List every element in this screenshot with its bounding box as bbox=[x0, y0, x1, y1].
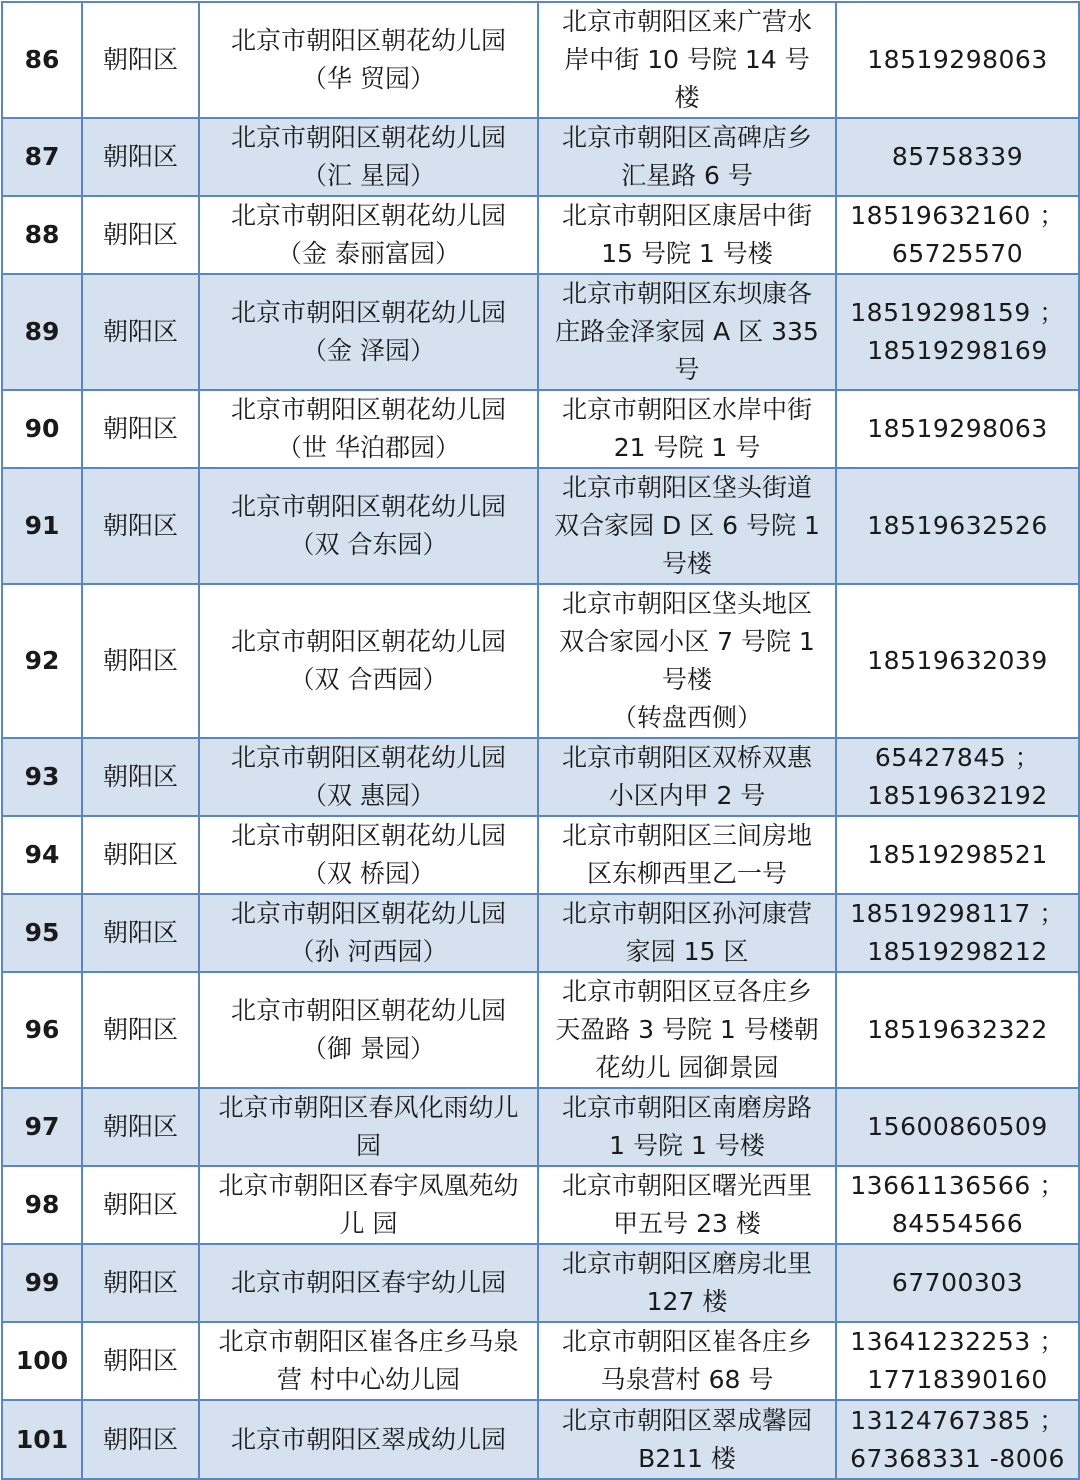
phone-line: 18519298212 bbox=[867, 937, 1048, 966]
phone-cell bbox=[836, 118, 1079, 196]
kindergarten-name-cell bbox=[199, 972, 538, 1088]
row-number: 91 bbox=[2, 468, 82, 584]
row-number: 87 bbox=[2, 118, 82, 196]
row-number: 89 bbox=[2, 274, 82, 390]
address-line: 庄路金泽家园 A 区 335 bbox=[555, 317, 819, 346]
address-line: 北京市朝阳区曙光西里 bbox=[561, 1171, 812, 1200]
name-line: （金 泽园） bbox=[302, 336, 435, 365]
district-cell: 朝阳区 bbox=[82, 2, 199, 118]
address-cell bbox=[538, 894, 836, 972]
district-cell: 朝阳区 bbox=[82, 816, 199, 894]
district-cell: 朝阳区 bbox=[82, 390, 199, 468]
address-line: 岸中街 10 号院 14 号 bbox=[564, 45, 810, 74]
address-line: 北京市朝阳区磨房北里 bbox=[561, 1249, 812, 1278]
address-line: 21 号院 1 号 bbox=[613, 433, 761, 462]
address-line: 北京市朝阳区南磨房路 bbox=[561, 1093, 812, 1122]
address-line: 127 楼 bbox=[646, 1287, 728, 1316]
name-line: 北京市朝阳区朝花幼儿园 bbox=[230, 996, 506, 1025]
phone-cell bbox=[836, 390, 1079, 468]
kindergarten-name-cell bbox=[199, 196, 538, 274]
phone-line: 18519298169 bbox=[867, 336, 1048, 365]
phone-cell bbox=[836, 1400, 1079, 1479]
address-line: 15 号院 1 号楼 bbox=[601, 239, 773, 268]
phone-line: 18519298117 ； bbox=[850, 899, 1065, 928]
kindergarten-name-cell bbox=[199, 390, 538, 468]
address-line: 北京市朝阳区康居中街 bbox=[561, 201, 812, 230]
phone-cell bbox=[836, 1166, 1079, 1244]
kindergarten-table bbox=[1, 1, 1080, 1480]
phone-cell bbox=[836, 1088, 1079, 1166]
kindergarten-name-cell bbox=[199, 894, 538, 972]
address-cell bbox=[538, 468, 836, 584]
name-line: （孙 河西园） bbox=[289, 937, 448, 966]
address-line: 北京市朝阳区高碑店乡 bbox=[561, 123, 812, 152]
table-row bbox=[2, 584, 1079, 738]
phone-cell bbox=[836, 816, 1079, 894]
name-line: 北京市朝阳区朝花幼儿园 bbox=[230, 627, 506, 656]
district-cell: 朝阳区 bbox=[82, 894, 199, 972]
address-line: 楼 bbox=[674, 83, 700, 112]
address-cell bbox=[538, 196, 836, 274]
address-line: 北京市朝阳区水岸中街 bbox=[561, 395, 812, 424]
name-line: 北京市朝阳区朝花幼儿园 bbox=[230, 899, 506, 928]
address-line: 号楼 bbox=[661, 665, 712, 694]
address-line: 北京市朝阳区三间房地 bbox=[561, 821, 812, 850]
district-cell: 朝阳区 bbox=[82, 584, 199, 738]
name-line: 北京市朝阳区朝花幼儿园 bbox=[230, 743, 506, 772]
kindergarten-name-cell bbox=[199, 738, 538, 816]
district-cell: 朝阳区 bbox=[82, 1244, 199, 1322]
name-line: （华 贸园） bbox=[302, 64, 435, 93]
district-cell: 朝阳区 bbox=[82, 274, 199, 390]
row-number: 93 bbox=[2, 738, 82, 816]
address-cell bbox=[538, 1322, 836, 1400]
table-row bbox=[2, 1088, 1079, 1166]
address-line: 天盈路 3 号院 1 号楼朝 bbox=[555, 1015, 819, 1044]
address-cell bbox=[538, 274, 836, 390]
district-cell: 朝阳区 bbox=[82, 738, 199, 816]
row-number: 95 bbox=[2, 894, 82, 972]
kindergarten-name-cell bbox=[199, 1166, 538, 1244]
address-cell bbox=[538, 2, 836, 118]
table-row bbox=[2, 196, 1079, 274]
kindergarten-name-cell bbox=[199, 118, 538, 196]
name-line: （双 合西园） bbox=[289, 665, 448, 694]
name-line: 北京市朝阳区朝花幼儿园 bbox=[230, 298, 506, 327]
name-line: 北京市朝阳区崔各庄乡马泉 bbox=[218, 1327, 519, 1356]
phone-line: 18519632160 ； bbox=[850, 201, 1065, 230]
kindergarten-name-cell bbox=[199, 584, 538, 738]
address-cell bbox=[538, 816, 836, 894]
address-line: 北京市朝阳区崔各庄乡 bbox=[561, 1327, 812, 1356]
table-row bbox=[2, 390, 1079, 468]
kindergarten-name-cell bbox=[199, 1322, 538, 1400]
name-line: 儿 园 bbox=[339, 1209, 398, 1238]
address-line: 马泉营村 68 号 bbox=[600, 1365, 774, 1394]
phone-line: 67368331 -8006 bbox=[850, 1443, 1065, 1473]
address-line: 北京市朝阳区东坝康各 bbox=[561, 279, 812, 308]
name-line: 北京市朝阳区朝花幼儿园 bbox=[230, 395, 506, 424]
row-number: 97 bbox=[2, 1088, 82, 1166]
name-line: 北京市朝阳区朝花幼儿园 bbox=[230, 201, 506, 230]
name-line: （御 景园） bbox=[302, 1034, 435, 1063]
phone-line: 67700303 bbox=[891, 1268, 1024, 1297]
address-line: 家园 15 区 bbox=[625, 937, 749, 966]
name-line: （双 惠园） bbox=[302, 781, 435, 810]
name-line: 营 村中心幼儿园 bbox=[277, 1365, 460, 1394]
phone-cell bbox=[836, 972, 1079, 1088]
phone-line: 65725570 bbox=[891, 239, 1024, 268]
name-line: 北京市朝阳区春风化雨幼儿 bbox=[218, 1093, 519, 1122]
address-line: 花幼儿 园御景园 bbox=[595, 1053, 779, 1082]
address-line: 汇星路 6 号 bbox=[621, 161, 753, 190]
address-cell bbox=[538, 1088, 836, 1166]
name-line: （金 泰丽富园） bbox=[277, 239, 460, 268]
phone-line: 18519632322 bbox=[867, 1015, 1048, 1044]
table-row bbox=[2, 972, 1079, 1088]
address-line: 北京市朝阳区垡头地区 bbox=[561, 589, 812, 618]
address-line: 双合家园小区 7 号院 1 bbox=[559, 627, 815, 656]
table-row bbox=[2, 894, 1079, 972]
address-line: 甲五号 23 楼 bbox=[613, 1209, 761, 1238]
address-line: 双合家园 D 区 6 号院 1 bbox=[554, 511, 820, 540]
phone-line: 13124767385 ； bbox=[850, 1405, 1065, 1435]
name-line: 北京市朝阳区朝花幼儿园 bbox=[230, 26, 506, 55]
phone-cell bbox=[836, 894, 1079, 972]
kindergarten-name-cell bbox=[199, 468, 538, 584]
name-line: （双 桥园） bbox=[302, 859, 435, 888]
district-cell: 朝阳区 bbox=[82, 1322, 199, 1400]
name-line: 北京市朝阳区朝花幼儿园 bbox=[230, 492, 506, 521]
phone-line: 18519298521 bbox=[867, 840, 1048, 869]
table-row bbox=[2, 1166, 1079, 1244]
address-cell bbox=[538, 1400, 836, 1479]
table-row bbox=[2, 738, 1079, 816]
phone-line: 18519632526 bbox=[867, 511, 1048, 540]
name-line: 园 bbox=[355, 1131, 381, 1160]
address-line: 号楼 bbox=[661, 549, 712, 578]
address-line: 北京市朝阳区孙河康营 bbox=[561, 899, 812, 928]
address-line: （转盘西侧） bbox=[611, 703, 762, 732]
kindergarten-name-cell bbox=[199, 2, 538, 118]
phone-cell bbox=[836, 1244, 1079, 1322]
phone-cell bbox=[836, 584, 1079, 738]
address-cell bbox=[538, 584, 836, 738]
row-number: 96 bbox=[2, 972, 82, 1088]
name-line: （双 合东园） bbox=[289, 530, 448, 559]
district-cell: 朝阳区 bbox=[82, 1166, 199, 1244]
address-line: 北京市朝阳区来广营水 bbox=[561, 7, 812, 36]
row-number: 86 bbox=[2, 2, 82, 118]
table-row bbox=[2, 1400, 1079, 1479]
address-cell bbox=[538, 1166, 836, 1244]
address-cell bbox=[538, 972, 836, 1088]
phone-line: 13641232253 ； bbox=[850, 1327, 1065, 1356]
phone-cell bbox=[836, 196, 1079, 274]
address-line: B211 楼 bbox=[638, 1443, 736, 1473]
phone-line: 18519298063 bbox=[867, 45, 1048, 74]
address-cell bbox=[538, 390, 836, 468]
name-line: 北京市朝阳区朝花幼儿园 bbox=[230, 123, 506, 152]
row-number: 94 bbox=[2, 816, 82, 894]
name-line: （世 华泊郡园） bbox=[277, 433, 460, 462]
name-line: （汇 星园） bbox=[302, 161, 435, 190]
phone-line: 18519298063 bbox=[867, 414, 1048, 443]
phone-line: 84554566 bbox=[891, 1209, 1024, 1238]
address-line: 北京市朝阳区豆各庄乡 bbox=[561, 977, 812, 1006]
district-cell: 朝阳区 bbox=[82, 196, 199, 274]
table-row bbox=[2, 1322, 1079, 1400]
phone-line: 18519298159 ； bbox=[850, 298, 1065, 327]
row-number: 90 bbox=[2, 390, 82, 468]
address-cell bbox=[538, 1244, 836, 1322]
address-cell bbox=[538, 118, 836, 196]
table-row bbox=[2, 468, 1079, 584]
district-cell: 朝阳区 bbox=[82, 118, 199, 196]
table-row bbox=[2, 274, 1079, 390]
phone-line: 65427845 ； bbox=[874, 743, 1041, 772]
name-line: 北京市朝阳区朝花幼儿园 bbox=[230, 821, 506, 850]
address-line: 北京市朝阳区双桥双惠 bbox=[561, 743, 812, 772]
table-row bbox=[2, 816, 1079, 894]
kindergarten-name-cell bbox=[199, 816, 538, 894]
phone-line: 15600860509 bbox=[867, 1112, 1048, 1141]
address-line: 小区内甲 2 号 bbox=[608, 781, 766, 810]
kindergarten-name-cell bbox=[199, 1088, 538, 1166]
district-cell: 朝阳区 bbox=[82, 1400, 199, 1479]
phone-cell bbox=[836, 2, 1079, 118]
table-row bbox=[2, 118, 1079, 196]
address-cell bbox=[538, 738, 836, 816]
name-line: 北京市朝阳区春宇幼儿园 bbox=[230, 1268, 506, 1297]
phone-cell bbox=[836, 468, 1079, 584]
address-line: 北京市朝阳区翠成馨园 bbox=[561, 1405, 812, 1435]
kindergarten-name-cell bbox=[199, 1244, 538, 1322]
kindergarten-name-cell bbox=[199, 274, 538, 390]
table-row bbox=[2, 2, 1079, 118]
row-number: 99 bbox=[2, 1244, 82, 1322]
kindergarten-name-cell bbox=[199, 1400, 538, 1479]
phone-line: 18519632192 bbox=[867, 781, 1048, 810]
row-number: 98 bbox=[2, 1166, 82, 1244]
row-number: 101 bbox=[2, 1400, 82, 1479]
district-cell: 朝阳区 bbox=[82, 1088, 199, 1166]
table-body bbox=[2, 2, 1079, 1479]
address-line: 北京市朝阳区垡头街道 bbox=[561, 473, 812, 502]
address-line: 号 bbox=[674, 355, 700, 384]
phone-cell bbox=[836, 274, 1079, 390]
row-number: 92 bbox=[2, 584, 82, 738]
phone-line: 13661136566 ； bbox=[850, 1171, 1065, 1200]
address-line: 区东柳西里乙一号 bbox=[586, 859, 787, 888]
phone-line: 85758339 bbox=[891, 142, 1024, 171]
address-line: 1 号院 1 号楼 bbox=[609, 1131, 765, 1160]
phone-cell bbox=[836, 738, 1079, 816]
row-number: 88 bbox=[2, 196, 82, 274]
phone-line: 18519632039 bbox=[867, 646, 1048, 675]
name-line: 北京市朝阳区春宇凤凰苑幼 bbox=[218, 1171, 519, 1200]
district-cell: 朝阳区 bbox=[82, 468, 199, 584]
district-cell: 朝阳区 bbox=[82, 972, 199, 1088]
phone-line: 17718390160 bbox=[867, 1365, 1048, 1394]
name-line: 北京市朝阳区翠成幼儿园 bbox=[230, 1424, 506, 1454]
row-number: 100 bbox=[2, 1322, 82, 1400]
phone-cell bbox=[836, 1322, 1079, 1400]
table-row bbox=[2, 1244, 1079, 1322]
